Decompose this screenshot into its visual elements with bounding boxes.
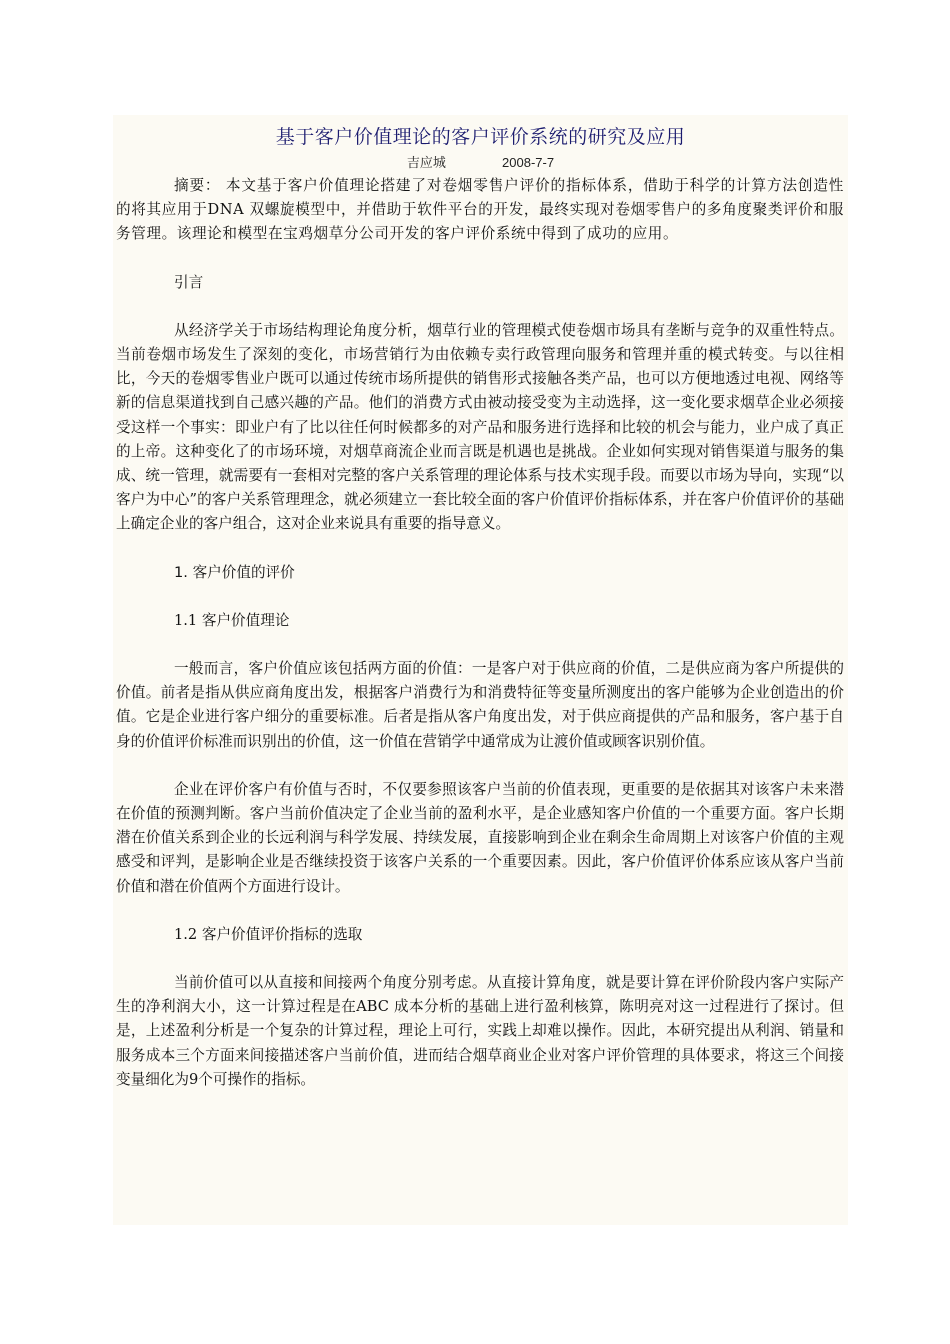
publication-date: 2008-7-7 bbox=[502, 155, 555, 170]
section-1-1-paragraph-2: 企业在评价客户有价值与否时，不仅要参照该客户当前的价值表现，更重要的是依据其对该客户未来潜在价值的预测判断。客户当前价值决定了企业当前的盈利水平，是企业感知客户价值的一个重要方面。客户长期潜在价值关系到企业的长远利润与科学发展、持续发展，直接影响到企业在剩余生命周期上对该客户价值的主观感受和评判，是影响企业是否继续投资于该客户关系的一个重要因素。因此，客户价值评价体系应该从客户当前价值和潜在价值两个方面进行设计。 bbox=[116, 780, 844, 895]
spacer bbox=[116, 247, 844, 271]
section-1-2-heading: 1.2 客户价值评价指标的选取 bbox=[174, 925, 363, 943]
spacer bbox=[116, 585, 844, 609]
intro-paragraph: 从经济学关于市场结构理论角度分析，烟草行业的管理模式使卷烟市场具有垄断与竞争的双重性特点。当前卷烟市场发生了深刻的变化，市场营销行为由依赖专卖行政管理向服务和管理并重的模式转变。与以往相比，今天的卷烟零售业户既可以通过传统市场所提供的销售形式接触各类产品，也可以方便地透过电视、网络等新的信息渠道找到自己感兴趣的产品。他们的消费方式由被动接受变为主动选择，这一变化要求烟草企业必须接受这样一个事实：即业户有了比以往任何时候都多的对产品和服务进行选择和比较的机会与能力，业户成了真正的上帝。这种变化了的市场环境，对烟草商流企业而言既是机遇也是挑战。企业如何实现对销售渠道与服务的集成、统一管理，就需要有一套相对完整的客户关系管理的理论体系与技术实现手段。而要以市场为导向，实现“以客户为中心”的客户关系管理理念，就必须建立一套比较全面的客户价值评价指标体系，并在客户价值评价的基础上确定企业的客户组合，这对企业来说具有重要的指导意义。 bbox=[116, 321, 844, 533]
intro-heading: 引言 bbox=[174, 273, 204, 291]
spacer bbox=[116, 947, 844, 971]
spacer bbox=[116, 754, 844, 778]
spacer bbox=[116, 537, 844, 561]
byline bbox=[113, 152, 848, 171]
spacer bbox=[116, 295, 844, 319]
section-1-1-paragraph-1: 一般而言，客户价值应该包括两方面的价值：一是客户对于供应商的价值，二是供应商为客户所提供的价值。前者是指从供应商角度出发，根据客户消费行为和消费特征等变量所测度出的客户能够为企业创造出的价值。它是企业进行客户细分的重要标准。后者是指从客户角度出发，对于供应商提供的产品和服务，客户基于自身的价值评价标准而识别出的价值，这一价值在营销学中通常成为让渡价值或顾客识别价值。 bbox=[116, 660, 844, 750]
spacer bbox=[116, 633, 844, 657]
section-1-2-paragraph-1: 当前价值可以从直接和间接两个角度分别考虑。从直接计算角度，就是要计算在评价阶段内客户实际产生的净利润大小，这一计算过程是在ABC 成本分析的基础上进行盈利核算，陈明亮对这一过程进行了探讨。但是，上述盈利分析是一个复杂的计算过程，理论上可行，实践上却难以操作。因此，本研究提出从利润、销量和服务成本三个方面来间接描述客户当前价值，进而结合烟草商业企业对客户评价管理的具体要求，将这三个间接变量细化为9个可操作的指标。 bbox=[116, 974, 844, 1088]
author-name: 吉应城 bbox=[406, 156, 446, 171]
abstract-paragraph: 摘要： 本文基于客户价值理论搭建了对卷烟零售户评价的指标体系，借助于科学的计算方法创造性的将其应用于DNA 双螺旋模型中，并借助于软件平台的开发，最终实现对卷烟零售户的多角度聚类评价和服务管理。该理论和模型在宝鸡烟草分公司开发的客户评价系统中得到了成功的应用。 bbox=[116, 177, 844, 243]
section-1-1-heading: 1.1 客户价值理论 bbox=[174, 611, 290, 629]
section-1-heading: 1. 客户价值的评价 bbox=[174, 563, 295, 581]
document-body bbox=[116, 174, 844, 1092]
spacer bbox=[116, 899, 844, 923]
document-title: 基于客户价值理论的客户评价系统的研究及应用 bbox=[275, 126, 686, 148]
